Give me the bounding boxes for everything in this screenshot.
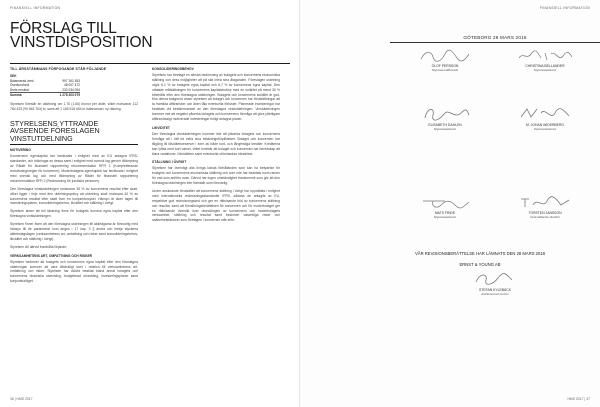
subheading: STÄLLNING I ÖVRIGT bbox=[152, 160, 187, 165]
row-value: 48 007 472 bbox=[64, 83, 80, 88]
signatory-role: Styrelseledamot bbox=[433, 127, 457, 132]
subheading: KONSOLIDERINGSBEHOV bbox=[152, 67, 194, 71]
table-row-total bbox=[10, 93, 80, 98]
signature-block bbox=[400, 195, 490, 219]
running-head-left: FINANSIELL INFORMATION bbox=[10, 6, 61, 10]
section-heading: STYRELSENS YTTRANDE AVSEENDE FÖRESLAGEN VINSTUTDELNING bbox=[10, 118, 100, 143]
paragraph: Styrelsen har övervägt alla övriga kända förhållanden som kan ha betydelse för bolagets och koncernens ekonomiska ställning och som inte har beaktats inom ramen för vad som anförts ovan. Därvid har ingen omständighet framkommit som gör att den föreslagna utdelningen inte framstår som försvarlig. bbox=[152, 166, 280, 186]
title-rule bbox=[10, 63, 290, 64]
signature-image bbox=[415, 195, 475, 211]
signatory-role: Styrelseledamot bbox=[533, 68, 557, 73]
disposal-table bbox=[10, 74, 80, 98]
signature-block bbox=[400, 105, 490, 131]
paragraph: Styrelsen bedömer att bolagets och koncernens egna kapital efter den föreslagna utdelningen kommer att vara tillräckligt stort i relation till verksamhetens art, omfattning och risker. Styrelsen har därvid beaktat bland annat bolagets och koncernens historiska utveckling, budgeterad utveckling, investeringsplaner samt konjunkturläget. bbox=[10, 259, 138, 284]
page-number-right: HMS 2017 | 37 bbox=[567, 397, 590, 401]
page-number-left: 36 | HMS 2017 bbox=[10, 397, 33, 401]
signature-block bbox=[500, 195, 590, 219]
row-label: Årets resultat bbox=[10, 87, 29, 92]
signatory-name: ELISABETH DAHLEN bbox=[428, 123, 462, 127]
signature-image bbox=[415, 48, 475, 64]
title-line-1: FÖRSLAG TILL bbox=[10, 20, 117, 37]
signatory-name: MATS FRIDE bbox=[434, 211, 456, 215]
signature-block bbox=[500, 105, 590, 131]
subheading: VERKSAMHETENS ART, OMFATTNING OCH RISKER bbox=[10, 253, 93, 258]
signatory-name: OLOF PERSSON bbox=[431, 64, 459, 68]
audit-report-note: VÅR REVISIONSBERÄTTELSE HAR LÄMNATS DEN 28 MARS 2018 bbox=[414, 251, 545, 256]
signatory-role: Verkställande direktör bbox=[530, 215, 560, 220]
page-title bbox=[10, 20, 153, 51]
signature-image bbox=[415, 105, 475, 123]
signature-image bbox=[515, 195, 575, 211]
section-rule bbox=[10, 144, 138, 145]
signatory-role: Styrelseledamot bbox=[433, 215, 457, 220]
signature-image bbox=[515, 105, 575, 123]
paragraph: Styrelsen finner även att den föreslagna utdelningen till aktieägarna är försvarlig med hänsyn till de parametrar som anges i 17 kap. 3 § andra och tredje styckena aktiebolagslagen (verksamhetens art, omfattning och risker samt konsolideringsbehov, likviditet och ställning i övrigt). bbox=[10, 222, 138, 241]
row-label: Balanserad vinst bbox=[10, 78, 34, 83]
paragraph: Styrelsen har företagit en allmän bedömning av bolagets och koncernens ekonomiska ställning och dess möjligheter att på sikt infria sina åtaganden. Föreslagen utdelning utgör 6,1 % av bolagets egna kapital och 8,7 % av koncernens egna kapital. Den uttalade målsättningen för koncernens kapitalstruktur med en soliditet på minst 30 % bibehålls efter den föreslagna utdelningen. Bolagets och koncernens soliditet är god. Mot denna bakgrund anser styrelsen att bolaget och koncernen har förutsättningar att ta framtida affärsrisker och även tåla eventuella förluster. Planerade investeringar har beaktats vid bestämmandet av den föreslagna vinstutdelningen. Vinstutdelningen kommer inte att negativt påverka bolagets och koncernens förmåga att göra ytterligare affärsmässigt motiverade investeringar enligt antagna planer. bbox=[152, 72, 280, 122]
signing-date: GÖTEBORG 28 MARS 2018 bbox=[463, 35, 527, 40]
auditor-signature-block bbox=[450, 270, 540, 296]
signatory-name: CHRISTINA BELLANDER bbox=[525, 64, 565, 68]
signature-block bbox=[400, 48, 490, 72]
subheading: LIKVIDITET bbox=[152, 125, 170, 130]
signatory-role: Styrelseordförande bbox=[431, 68, 459, 73]
paragraph: Styrelsen vill därvid framhålla följande: bbox=[10, 244, 68, 249]
paragraph: Styrelsen anser att full täckning finns för bolagets bundna egna kapital efter den föreslagna vinstutdelningen. bbox=[10, 209, 138, 219]
row-value: 233 034 054 bbox=[62, 87, 80, 92]
audit-firm: ERNST & YOUNG AB bbox=[459, 262, 501, 267]
signature-image bbox=[515, 48, 575, 64]
row-value: 997 261 553 bbox=[62, 78, 80, 83]
title-line-2: VINSTDISPOSITION bbox=[10, 34, 153, 51]
column-left bbox=[10, 67, 138, 287]
disposal-heading: TILL ÅRSSTÄMMANS FÖRFOGANDE STÅR FÖLJANDE bbox=[10, 67, 107, 71]
currency-label: SEK bbox=[10, 73, 17, 78]
auditor-role: Auktoriserad revisor bbox=[481, 292, 509, 297]
paragraph: Den föreslagna vinstutdelningen motsvarar 35 % av koncernens resultat efter skatt, vilket ligger i linje med den utdelningspolicy att utdelning skall motsvara 40 % av koncernens resultat efter skatt över en konjunkturcykel. Hänsyn är även tagen till investeringsplaner, konsolideringsbehov, likviditet och ställning i övrigt. bbox=[10, 186, 138, 206]
date-rule bbox=[390, 42, 600, 43]
signatory-name: TORSTEN JANSSON bbox=[528, 211, 562, 215]
auditor-name: STEFAN KYLEBÄCK bbox=[478, 288, 512, 292]
signature-image bbox=[470, 270, 520, 288]
paragraph: Koncernens egenkapital har beräknats i enlighet med av EU antagna IFRS-standarder, och tolkningar av dessa samt i enlighet med svensk lag genom tillämpning av Rådet för finansiell rapportering rekommendation RFR 1 (Kompletterande redovisningsregler för koncerner). Moderbolagets egenkapital har beräknats i enlighet med svensk lag och med tillämpning av Rådet för finansiell rapportering rekommendation RFR 2 (Redovisning för juridiska personer). bbox=[10, 154, 138, 183]
column-right bbox=[152, 67, 280, 226]
signatory-name: M. JOHAN WIDERBERG bbox=[525, 123, 565, 127]
row-label: Summa bbox=[10, 93, 48, 98]
signatory-role: Styrelseledamot bbox=[533, 127, 557, 132]
paragraph: Styrelsen föreslår en utdelning om 1,70 (1,60) kronor per aktie, vilket motsvarar 112 784 425 (99 563 763) kr, samt att 1 165 518 654 kr balanseras i ny räkning. bbox=[10, 101, 138, 111]
subheading: MOTIVERING bbox=[10, 148, 31, 153]
running-head-right: FINANSIELL INFORMATION bbox=[539, 6, 590, 10]
paragraph: Under anslutande förutsätter att koncernens ställning i övrigt har upprättats i enlighet med internationella redovisningsstandarder IFRS, sådana de antagits av EU, respektive god redovisningssed och ger en rättvisande bild av koncernens ställning och resultat, samt att förvaltningsberättelsen för koncernen och för moderbolaget ger en rättvisande översikt över utvecklingen av koncernens och moderbolagets verksamhet, ställning och resultat samt beskriver väsentliga risker och osäkerhetsfaktorer som företagen i koncernen står inför. bbox=[152, 188, 280, 223]
row-value: 1 278 303 079 bbox=[48, 93, 80, 98]
signature-block bbox=[500, 48, 590, 72]
row-label: Överkursfond bbox=[10, 83, 30, 88]
paragraph: Den föreslagna vinstutdelningen kommer inte att påverka bolagets och koncernens förmåga att i rätt tid infria sina betalningsförpliktelser. Bolaget och koncernen har tillgång till likviditetsreserver i form av både kort- och långfristiga krediter. Krediterna kan lyftas med kort varsel, vilket innebär att bolaget och koncernen har beredskap att klara variationer i likviditeten samt eventuella oförutsedda händelser. bbox=[152, 131, 280, 156]
